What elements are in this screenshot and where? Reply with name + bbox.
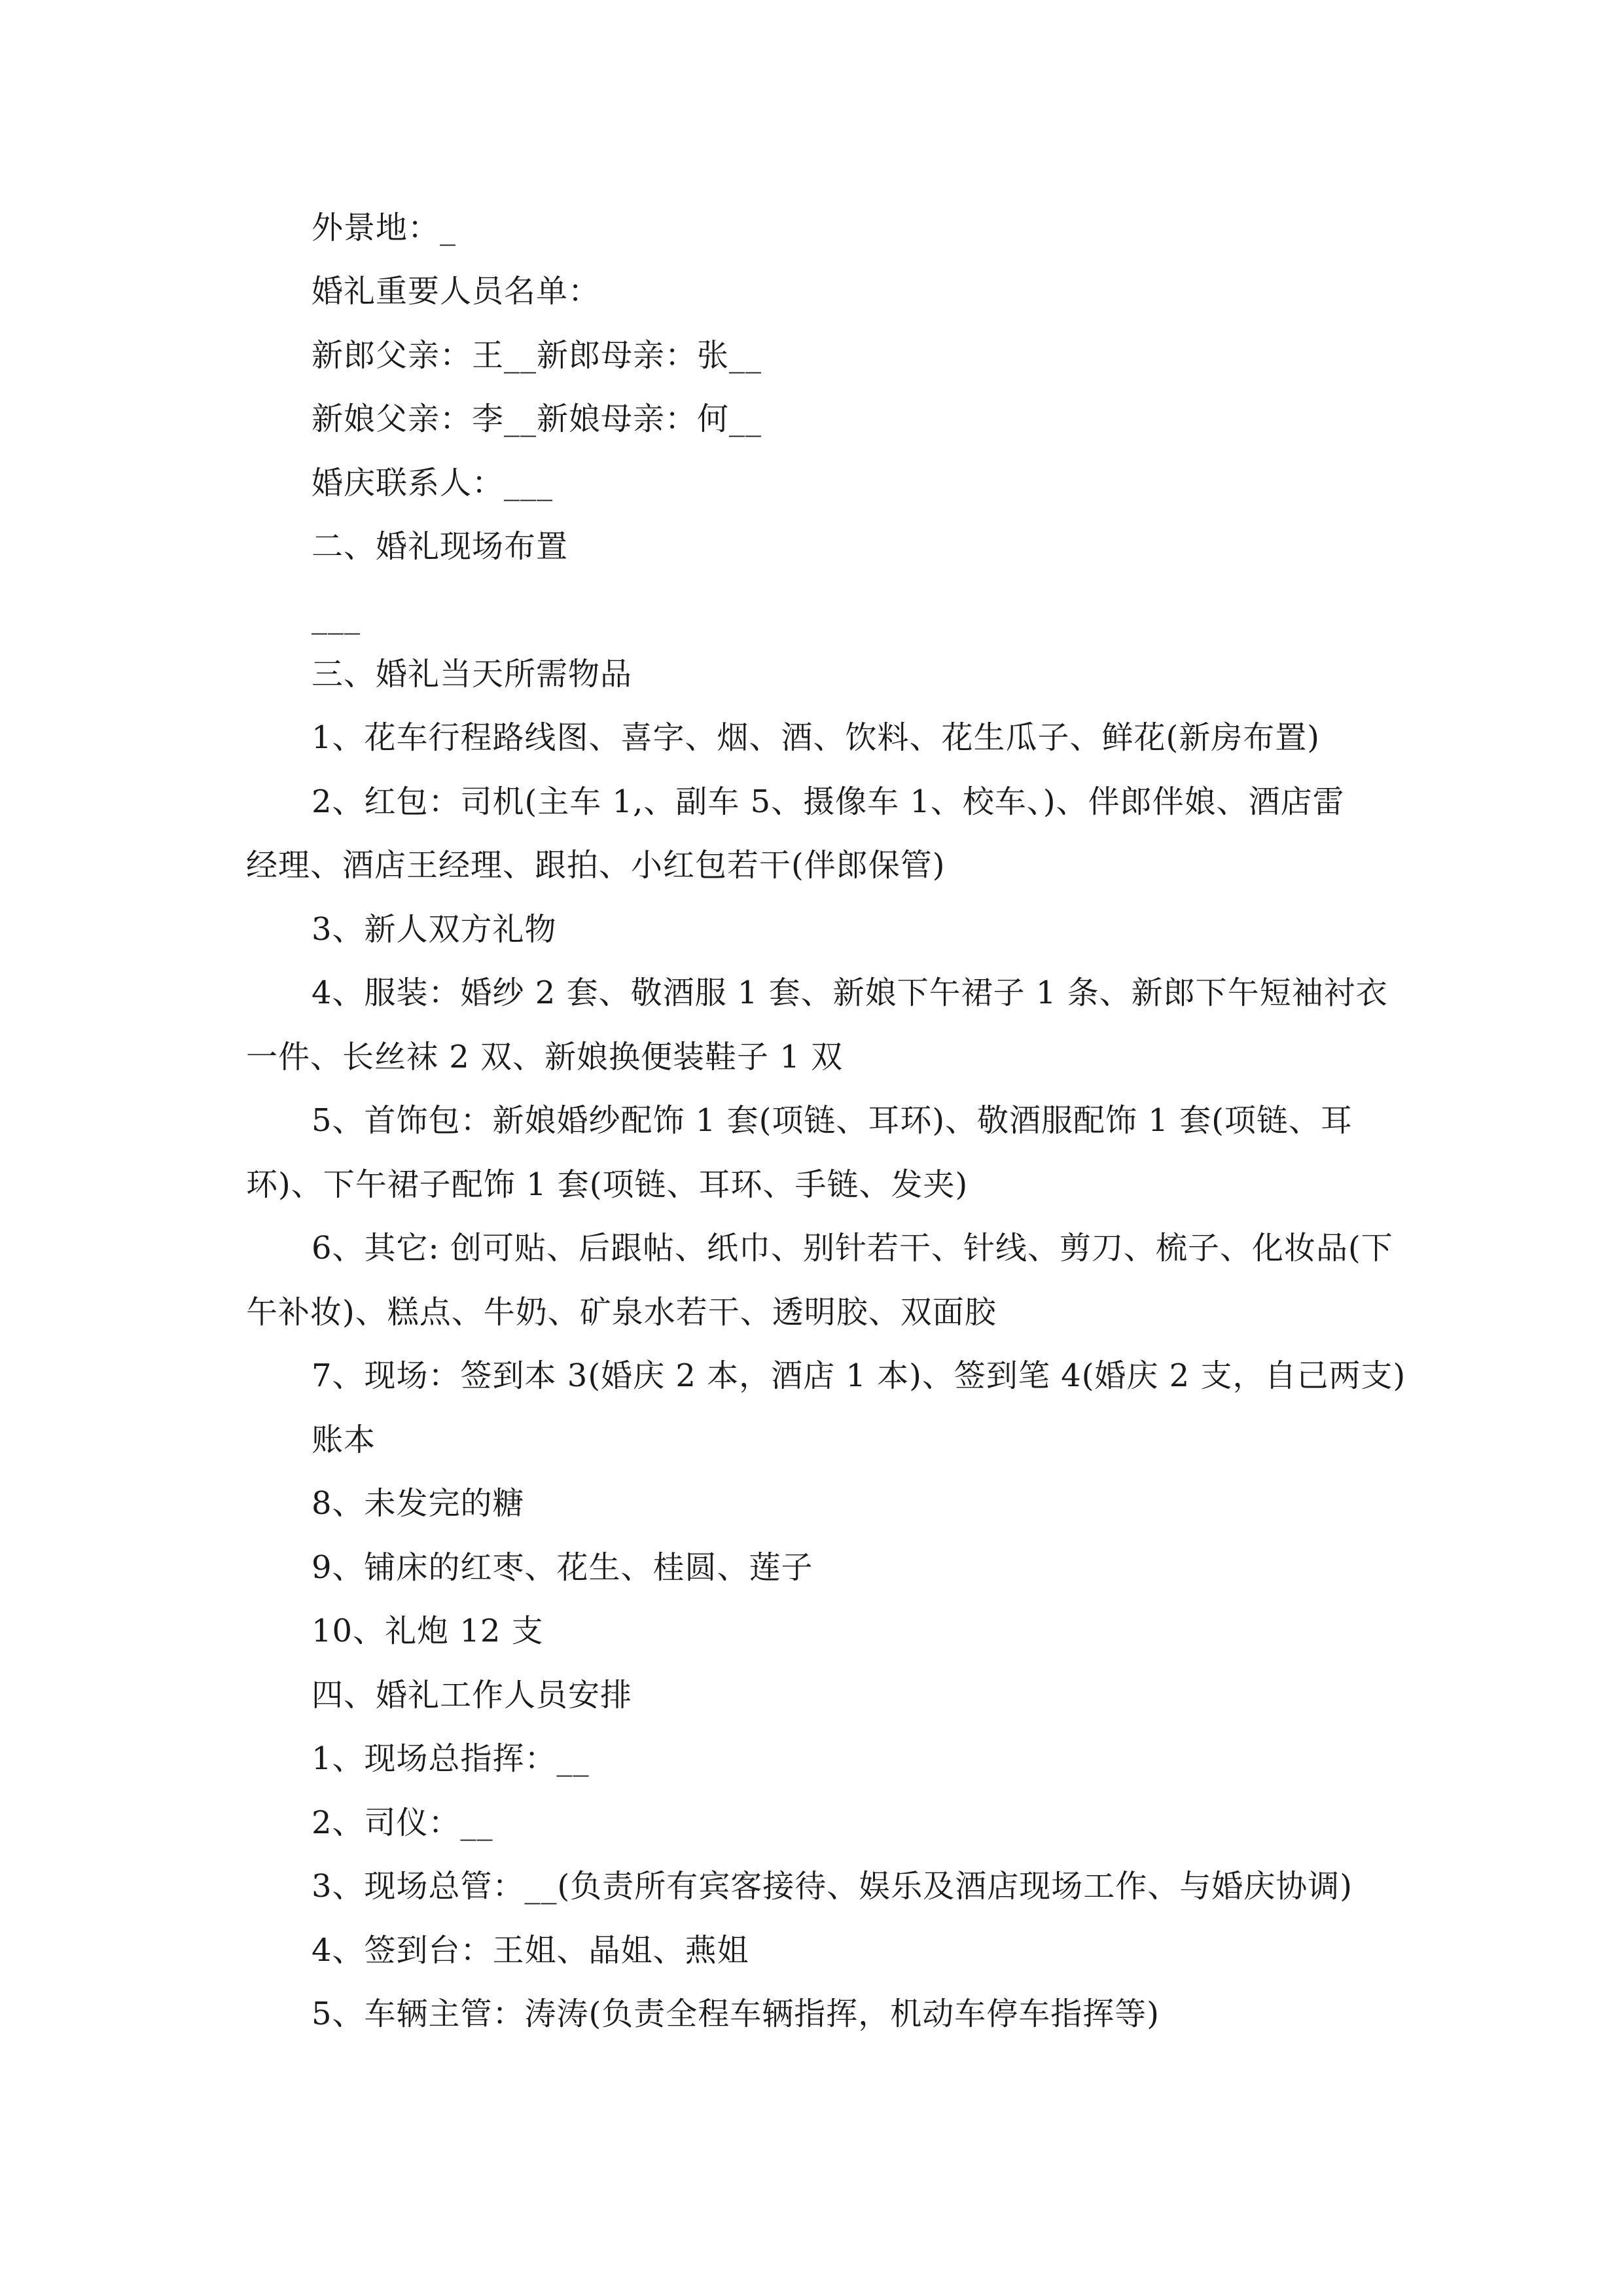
section-4-heading: 四、婚礼工作人员安排 <box>312 1677 633 1713</box>
item-7-line-2: 账本 <box>312 1422 376 1458</box>
item-6-line-1: 6、其它: 创可贴、后跟帖、纸巾、别针若干、针线、剪刀、梳子、化妆品(下 <box>312 1230 1393 1266</box>
staff-3: 3、现场总管：__(负责所有宾客接待、娱乐及酒店现场工作、与婚庆协调) <box>312 1868 1353 1905</box>
section-2-blank: ___ <box>312 598 361 635</box>
staff-5: 5、车辆主管：涛涛(负责全程车辆指挥，机动车停车指挥等) <box>312 1996 1160 2032</box>
item-8: 8、未发完的糖 <box>312 1485 525 1522</box>
item-4-line-1: 4、服装：婚纱 2 套、敬酒服 1 套、新娘下午裙子 1 条、新郎下午短袖衬衣 <box>312 975 1388 1011</box>
item-2-line-1: 2、红包：司机(主车 1,、副车 5、摄像车 1、校车、)、伴郎伴娘、酒店雷 <box>312 783 1345 820</box>
item-7-line-1: 7、现场：签到本 3(婚庆 2 本，酒店 1 本)、签到笔 4(婚庆 2 支，自己两支) <box>312 1357 1406 1394</box>
item-5-line-1: 5、首饰包：新娘婚纱配饰 1 套(项链、耳环)、敬酒服配饰 1 套(项链、耳 <box>312 1102 1353 1139</box>
groom-parents-line: 新郎父亲：王__新郎母亲：张__ <box>312 337 762 374</box>
item-6-line-2: 午补妆)、糕点、牛奶、矿泉水若干、透明胶、双面胶 <box>246 1294 997 1331</box>
item-1: 1、花车行程路线图、喜字、烟、酒、饮料、花生瓜子、鲜花(新房布置) <box>312 719 1320 756</box>
planner-contact-line: 婚庆联系人：___ <box>312 465 554 501</box>
item-9: 9、铺床的红枣、花生、桂圆、莲子 <box>312 1549 813 1586</box>
item-10: 10、礼炮 12 支 <box>312 1613 544 1649</box>
venue-line: 外景地：_ <box>312 209 457 246</box>
item-4-line-2: 一件、长丝袜 2 双、新娘换便装鞋子 1 双 <box>246 1039 844 1075</box>
key-people-heading: 婚礼重要人员名单： <box>312 273 601 310</box>
bride-parents-line: 新娘父亲：李__新娘母亲：何__ <box>312 401 762 437</box>
item-2-line-2: 经理、酒店王经理、跟拍、小红包若干(伴郎保管) <box>246 847 946 884</box>
staff-2: 2、司仪：__ <box>312 1804 493 1841</box>
staff-1: 1、现场总指挥：__ <box>312 1740 590 1777</box>
staff-4: 4、签到台：王姐、晶姐、燕姐 <box>312 1932 749 1969</box>
section-3-heading: 三、婚礼当天所需物品 <box>312 656 633 692</box>
section-2-heading: 二、婚礼现场布置 <box>312 528 569 565</box>
item-5-line-2: 环)、下午裙子配饰 1 套(项链、耳环、手链、发夹) <box>246 1166 969 1203</box>
item-3: 3、新人双方礼物 <box>312 911 557 948</box>
